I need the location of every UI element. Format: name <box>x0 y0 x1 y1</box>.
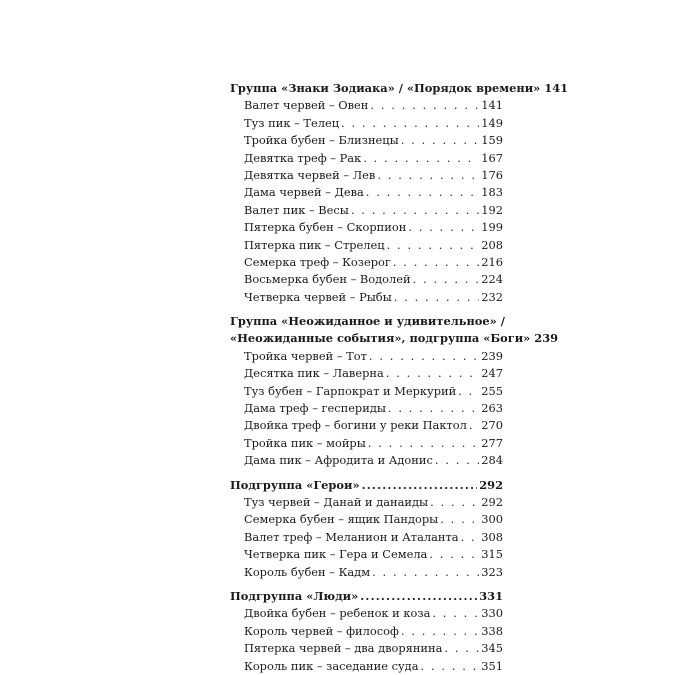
table-of-contents <box>230 80 569 675</box>
dot-leader <box>387 237 480 254</box>
toc-entry <box>230 271 503 288</box>
toc-entry-title: Семерка треф – Козерог <box>244 254 391 269</box>
toc-page-number: 284 <box>481 453 503 468</box>
toc-page-number: 323 <box>481 564 503 579</box>
toc-entry <box>230 452 503 469</box>
dot-leader <box>351 202 479 219</box>
toc-entry-title: Четверка червей – Рыбы <box>244 289 392 304</box>
toc-entry-title: Четверка пик – Гера и Семела <box>244 547 428 562</box>
toc-entry-title: Валет треф – Меланион и Аталанта <box>244 529 459 544</box>
toc-entry <box>230 658 503 675</box>
toc-entry-title: Двойка бубен – ребенок и коза <box>244 606 431 621</box>
toc-page-number: 208 <box>481 237 503 252</box>
toc-entry <box>230 167 503 184</box>
toc-entry-title: Двойка треф – богини у реки Пактол <box>244 418 467 433</box>
toc-entry-title: Пятерка пик – Стрелец <box>244 237 385 252</box>
toc-page-number: 149 <box>481 115 503 130</box>
toc-entry-title: Король бубен – Кадм <box>244 564 371 579</box>
toc-page-number: 308 <box>481 529 503 544</box>
dot-leader <box>429 546 479 563</box>
toc-page-number: 239 <box>534 331 559 346</box>
toc-entry <box>230 184 503 201</box>
dot-leader <box>377 167 479 184</box>
toc-entry <box>230 202 503 219</box>
toc-group-heading <box>230 80 569 97</box>
dot-leader <box>440 511 479 528</box>
dot-leader <box>444 640 479 657</box>
toc-entry <box>230 132 503 149</box>
toc-page-number: 330 <box>481 606 503 621</box>
toc-heading-title: Группа «Знаки Зодиака» / «Порядок времени» <box>230 81 541 95</box>
toc-entry <box>230 435 503 452</box>
dot-leader <box>413 271 480 288</box>
dot-leader <box>393 254 479 271</box>
toc-entry-title: Девятка червей – Лев <box>244 167 376 182</box>
toc-heading-title: «Неожиданные события», подгруппа «Боги» <box>230 331 531 346</box>
toc-entry <box>230 605 503 622</box>
dot-leader <box>430 494 479 511</box>
toc-entry-title: Десятка пик – Лаверна <box>244 366 384 381</box>
toc-entry <box>230 511 503 528</box>
toc-entry <box>230 417 503 434</box>
toc-entry-title: Туз червей – Данай и данаиды <box>244 494 429 509</box>
dot-leader <box>458 383 479 400</box>
toc-page-number: 255 <box>481 383 503 398</box>
toc-heading-title: Группа «Неожиданное и удивительное» / <box>230 314 505 329</box>
toc-entry-title: Дама пик – Афродита и Адонис <box>244 453 433 468</box>
toc-entry-title: Туз пик – Телец <box>244 115 340 130</box>
dot-leader <box>388 400 479 417</box>
toc-entry-title: Дама треф – геспериды <box>244 401 386 416</box>
toc-page-number: 159 <box>481 133 503 148</box>
toc-entry <box>230 219 503 236</box>
toc-page-number: 292 <box>481 494 503 509</box>
dot-leader <box>369 348 479 365</box>
toc-page-number: 232 <box>481 289 503 304</box>
toc-page-number: 183 <box>481 185 503 200</box>
dot-leader <box>370 97 479 114</box>
toc-entry <box>230 348 503 365</box>
dot-leader <box>408 219 479 236</box>
toc-page-number: 192 <box>481 202 503 217</box>
toc-page-number: 216 <box>481 254 503 269</box>
toc-page-number: 176 <box>481 167 503 182</box>
toc-entry-title: Пятерка червей – два дворянина <box>244 641 443 656</box>
toc-entry-title: Девятка треф – Рак <box>244 150 362 165</box>
toc-page-number: 141 <box>481 98 503 113</box>
toc-page-number: 331 <box>479 588 503 603</box>
dot-leader <box>435 452 479 469</box>
toc-page-number: 247 <box>481 366 503 381</box>
toc-entry <box>230 237 503 254</box>
toc-entry <box>230 400 503 417</box>
toc-group-heading <box>230 330 559 347</box>
toc-entry <box>230 640 503 657</box>
toc-entry <box>230 365 503 382</box>
toc-entry <box>230 564 503 581</box>
toc-page-number: 199 <box>481 220 503 235</box>
dot-leader <box>372 564 479 581</box>
toc-heading-title: Подгруппа «Люди» <box>230 588 359 603</box>
toc-entry-title: Тройка червей – Тот <box>244 348 367 363</box>
toc-entry-title: Валет пик – Весы <box>244 202 349 217</box>
toc-group-heading <box>230 313 503 330</box>
dot-leader <box>394 289 480 306</box>
toc-page-number: 270 <box>481 418 503 433</box>
toc-entry-title: Туз бубен – Гарпократ и Меркурий <box>244 383 457 398</box>
toc-page-number: 338 <box>481 623 503 638</box>
dot-leader <box>368 435 479 452</box>
dot-leader <box>341 115 479 132</box>
toc-entry <box>230 115 503 132</box>
toc-entry-title: Семерка бубен – ящик Пандоры <box>244 512 439 527</box>
toc-page-number: 224 <box>481 272 503 287</box>
dot-leader <box>363 150 479 167</box>
dot-leader <box>401 132 480 149</box>
toc-page-number: 167 <box>481 150 503 165</box>
toc-entry-title: Тройка бубен – Близнецы <box>244 133 399 148</box>
toc-entry-title: Восьмерка бубен – Водолей <box>244 272 411 287</box>
dot-leader <box>432 605 479 622</box>
toc-entry <box>230 546 503 563</box>
toc-page-number: 141 <box>544 81 569 95</box>
dot-leader <box>461 529 480 546</box>
dot-leader <box>362 477 478 494</box>
toc-entry-title: Дама червей – Дева <box>244 185 364 200</box>
toc-entry-title: Валет червей – Овен <box>244 98 369 113</box>
toc-entry-title: Король пик – заседание суда <box>244 658 419 673</box>
toc-entry-title: Король червей – философ <box>244 623 399 638</box>
toc-entry <box>230 623 503 640</box>
toc-page-number: 315 <box>481 547 503 562</box>
toc-entry <box>230 150 503 167</box>
toc-entry-title: Пятерка бубен – Скорпион <box>244 220 407 235</box>
toc-entry <box>230 289 503 306</box>
toc-page-number: 263 <box>481 401 503 416</box>
toc-entry-title: Тройка пик – мойры <box>244 435 366 450</box>
dot-leader <box>420 658 479 675</box>
toc-page-number: 239 <box>481 348 503 363</box>
toc-entry <box>230 529 503 546</box>
dot-leader <box>360 588 477 605</box>
toc-group-heading <box>230 588 503 605</box>
toc-entry <box>230 254 503 271</box>
toc-page-number: 292 <box>479 477 503 492</box>
dot-leader <box>401 623 479 640</box>
toc-page-number: 277 <box>481 435 503 450</box>
dot-leader <box>386 365 479 382</box>
toc-entry <box>230 494 503 511</box>
toc-page-number: 300 <box>481 512 503 527</box>
toc-page-number: 345 <box>481 641 503 656</box>
dot-leader <box>366 184 479 201</box>
toc-page-number: 351 <box>481 658 503 673</box>
toc-heading-title: Подгруппа «Герои» <box>230 477 360 492</box>
toc-entry <box>230 383 503 400</box>
toc-group-heading <box>230 477 503 494</box>
dot-leader <box>469 417 479 434</box>
toc-entry <box>230 97 503 114</box>
